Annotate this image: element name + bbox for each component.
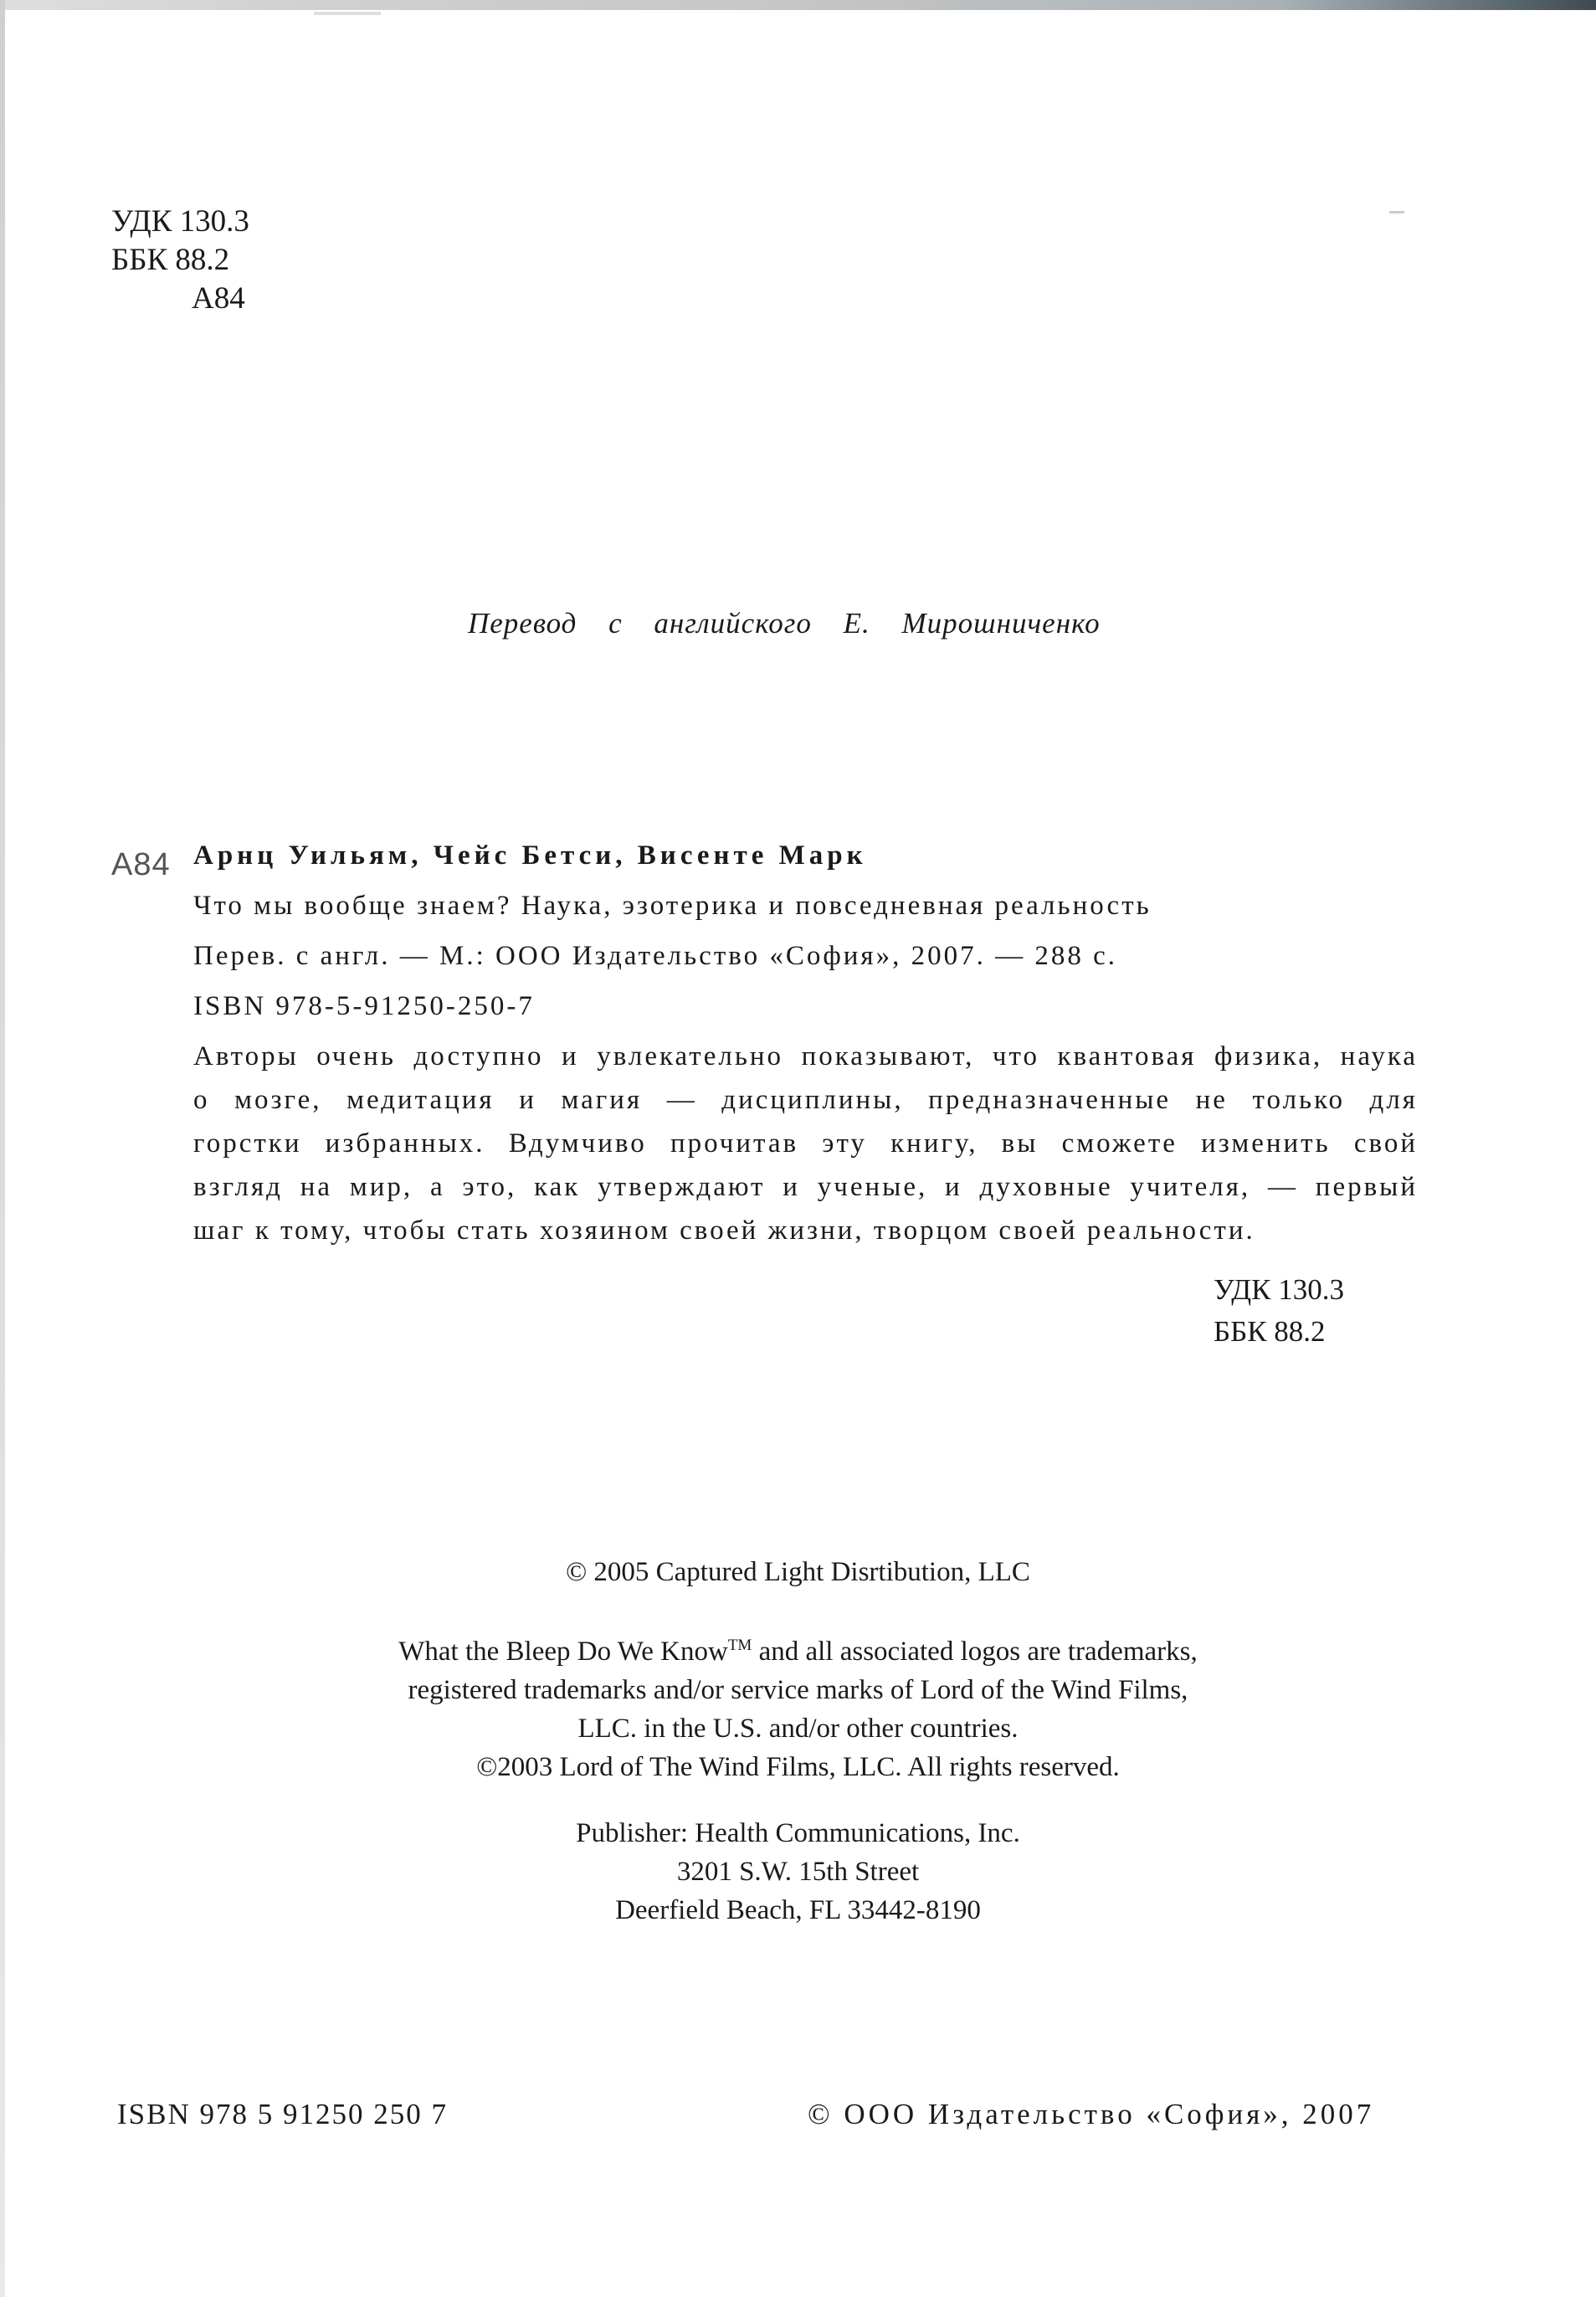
trademark-text: and all associated logos are trademarks, xyxy=(752,1637,1198,1667)
trademark-line: ©2003 Lord of The Wind Films, LLC. All rights reserved. xyxy=(476,1752,1120,1782)
authors: Арнц Уильям, Чейс Бетси, Висенте Марк xyxy=(193,840,867,871)
author-mark-code: А84 xyxy=(192,281,245,316)
copyright-2005: © 2005 Captured Light Disrtibution, LLC xyxy=(566,1557,1030,1587)
catalog-mark: А84 xyxy=(111,847,171,882)
abstract-line: Авторы очень доступно и увлекательно показывают, что квантовая физика, наука xyxy=(193,1041,1418,1071)
udk-code: УДК 130.3 xyxy=(1214,1273,1344,1306)
footer-isbn: ISBN 978 5 91250 250 7 xyxy=(117,2098,448,2130)
book-title: Что мы вообще знаем? Наука, эзотерика и повседневная реальность xyxy=(193,891,1152,921)
trademark-line: LLC. in the U.S. and/or other countries. xyxy=(577,1714,1019,1744)
publisher-city: Deerfield Beach, FL 33442-8190 xyxy=(615,1895,981,1925)
trademark-text: What the Bleep Do We Know xyxy=(398,1637,728,1667)
bbk-code: ББК 88.2 xyxy=(1214,1315,1326,1348)
footer-copyright: © ООО Издательство «София», 2007 xyxy=(808,2098,1375,2130)
bibliographic-record xyxy=(193,830,1152,1031)
trademark-symbol: TM xyxy=(727,1637,752,1654)
udk-classification-block xyxy=(111,203,249,318)
trademark-notice xyxy=(0,1626,1596,1786)
udk-code: УДК 130.3 xyxy=(111,204,249,239)
trademark-line xyxy=(0,1626,1596,1671)
abstract-line: горстки избранных. Вдумчиво прочитав эту книгу, вы сможете изменить свой xyxy=(193,1128,1418,1159)
trademark-line: registered trademarks and/or service marks of Lord of the Wind Films, xyxy=(408,1675,1188,1705)
publisher-name: Publisher: Health Communications, Inc. xyxy=(576,1818,1020,1848)
book-abstract xyxy=(193,1035,1418,1252)
scan-artifact xyxy=(1389,211,1404,213)
abstract-line: шаг к тому, чтобы стать хозяином своей жизни, творцом своей реальности. xyxy=(193,1215,1255,1246)
scan-edge-top xyxy=(0,0,1596,10)
publisher-block xyxy=(0,1814,1596,1930)
scan-artifact xyxy=(314,12,381,15)
udk-classification-right xyxy=(1214,1269,1344,1353)
abstract-line: о мозге, медитация и магия — дисциплины, предназначенные не только для xyxy=(193,1085,1418,1115)
publisher-street: 3201 S.W. 15th Street xyxy=(676,1857,920,1887)
translator-credit: Перевод с английского Е. Мирошниченко xyxy=(468,607,1101,640)
scan-edge-left xyxy=(0,0,5,2297)
isbn-line: ISBN 978-5-91250-250-7 xyxy=(193,991,535,1021)
abstract-line: взгляд на мир, а это, как утверждают и ученые, и духовные учителя, — первый xyxy=(193,1172,1418,1202)
bbk-code: ББК 88.2 xyxy=(111,243,230,277)
imprint-line: Перев. с англ. — М.: ООО Издательство «София», 2007. — 288 с. xyxy=(193,941,1117,971)
